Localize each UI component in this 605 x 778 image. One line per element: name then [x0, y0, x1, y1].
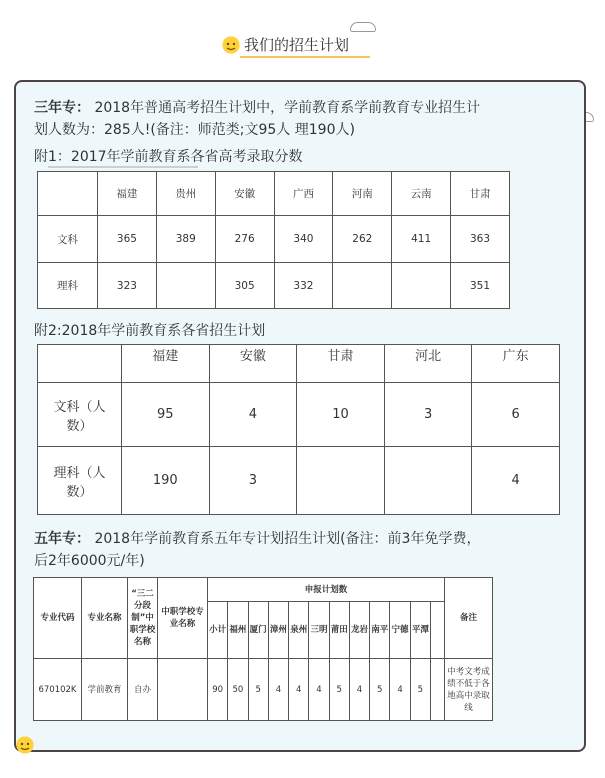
plan-col-header-blank — [431, 602, 445, 659]
title-underline — [240, 56, 370, 58]
table-row — [38, 383, 560, 447]
caption-underline — [48, 166, 198, 168]
col-header-school2: 中职学校专业名称 — [158, 578, 208, 659]
table-cell — [38, 345, 122, 383]
table-header: 甘肃 — [451, 172, 510, 216]
cell-plan: 5 — [248, 659, 268, 721]
row-label: 理科（人数） — [38, 447, 122, 515]
cell-school2 — [158, 659, 208, 721]
table-header: 广西 — [274, 172, 333, 216]
table-row — [38, 216, 510, 263]
cell-plan: 5 — [410, 659, 430, 721]
table-cell: 262 — [333, 216, 392, 263]
cloud-icon — [350, 22, 376, 32]
table-header: 福建 — [98, 172, 157, 216]
table-cell — [392, 263, 451, 309]
cell-note: 中考文考成绩不低于各地高中录取线 — [445, 659, 493, 721]
cell-plan — [431, 659, 445, 721]
plan-col-header: 福州 — [228, 602, 248, 659]
table-row — [38, 345, 560, 383]
cell-plan: 4 — [289, 659, 309, 721]
table-cell — [384, 447, 472, 515]
table-header: 贵州 — [156, 172, 215, 216]
table1 — [37, 171, 510, 309]
cell-code: 670102K — [34, 659, 82, 721]
plan-col-header: 宁德 — [390, 602, 410, 659]
table-header: 安徽 — [209, 345, 297, 383]
plan-col-header: 三明 — [309, 602, 329, 659]
table-row — [34, 578, 493, 602]
table-cell: 3 — [209, 447, 297, 515]
table-cell: 4 — [472, 447, 560, 515]
cell-name: 学前教育 — [82, 659, 128, 721]
three-year-line2: 划人数为：285人!(备注：师范类;文95人 理190人) — [34, 122, 355, 138]
cell-plan: 4 — [390, 659, 410, 721]
table-header: 福建 — [122, 345, 210, 383]
five-year-line1: 2018年学前教育系五年专计划招生计划(备注：前3年免学费， — [94, 531, 481, 547]
col-header-plan: 申报计划数 — [208, 578, 445, 602]
plan-col-header: 厦门 — [248, 602, 268, 659]
plan-col-header: 泉州 — [289, 602, 309, 659]
sun-icon — [14, 734, 36, 756]
five-year-text — [34, 528, 579, 572]
row-label: 理科 — [38, 263, 98, 309]
table-cell: 3 — [384, 383, 472, 447]
table-cell: 323 — [98, 263, 157, 309]
table2 — [37, 344, 560, 515]
table-row — [38, 172, 510, 216]
plan-col-header: 南平 — [370, 602, 390, 659]
plan-col-header: 龙岩 — [349, 602, 369, 659]
plan-col-header: 小计 — [208, 602, 228, 659]
sun-icon — [220, 34, 242, 56]
table-cell: 332 — [274, 263, 333, 309]
plan-col-header: 漳州 — [268, 602, 288, 659]
table-header: 安徽 — [215, 172, 274, 216]
table-cell — [333, 263, 392, 309]
table-header: 云南 — [392, 172, 451, 216]
table-cell: 10 — [297, 383, 385, 447]
table-cell: 389 — [156, 216, 215, 263]
cell-plan: 5 — [329, 659, 349, 721]
col-header-school: “三二分段制”中职学校名称 — [128, 578, 158, 659]
table-cell — [297, 447, 385, 515]
cell-plan: 4 — [349, 659, 369, 721]
cell-plan: 90 — [208, 659, 228, 721]
row-label: 文科 — [38, 216, 98, 263]
table-row — [38, 263, 510, 309]
table-cell: 6 — [472, 383, 560, 447]
table-header: 河南 — [333, 172, 392, 216]
row-label: 文科（人数） — [38, 383, 122, 447]
table-cell — [156, 263, 215, 309]
table-cell: 190 — [122, 447, 210, 515]
table-row — [34, 659, 493, 721]
cell-plan: 4 — [268, 659, 288, 721]
table-cell: 340 — [274, 216, 333, 263]
table-header: 河北 — [384, 345, 472, 383]
table-header: 广东 — [472, 345, 560, 383]
table-cell: 363 — [451, 216, 510, 263]
page-title: 我们的招生计划 — [244, 36, 350, 54]
five-year-line2: 后2年6000元/年) — [34, 553, 145, 569]
five-year-label: 五年专： — [34, 531, 90, 547]
table3 — [33, 577, 493, 721]
col-header-code: 专业代码 — [34, 578, 82, 659]
table-cell: 411 — [392, 216, 451, 263]
table1-caption: 附1：2017年学前教育系各省高考录取分数 — [34, 149, 303, 165]
table-cell — [38, 172, 98, 216]
table-cell: 365 — [98, 216, 157, 263]
plan-col-header: 平潭 — [410, 602, 430, 659]
table-cell: 351 — [451, 263, 510, 309]
table-cell: 305 — [215, 263, 274, 309]
table-row — [38, 447, 560, 515]
table2-caption: 附2:2018年学前教育系各省招生计划 — [34, 323, 266, 339]
cell-plan: 50 — [228, 659, 248, 721]
cell-plan: 4 — [309, 659, 329, 721]
three-year-line1: 2018年普通高考招生计划中，学前教育系学前教育专业招生计 — [94, 100, 481, 116]
col-header-name: 专业名称 — [82, 578, 128, 659]
table-cell: 4 — [209, 383, 297, 447]
plan-col-header: 莆田 — [329, 602, 349, 659]
three-year-label: 三年专： — [34, 100, 90, 116]
cell-plan: 5 — [370, 659, 390, 721]
table-cell: 95 — [122, 383, 210, 447]
three-year-text — [34, 97, 579, 141]
col-header-note: 备注 — [445, 578, 493, 659]
cell-school: 自办 — [128, 659, 158, 721]
table-header: 甘肃 — [297, 345, 385, 383]
header — [0, 28, 605, 64]
table-cell: 276 — [215, 216, 274, 263]
